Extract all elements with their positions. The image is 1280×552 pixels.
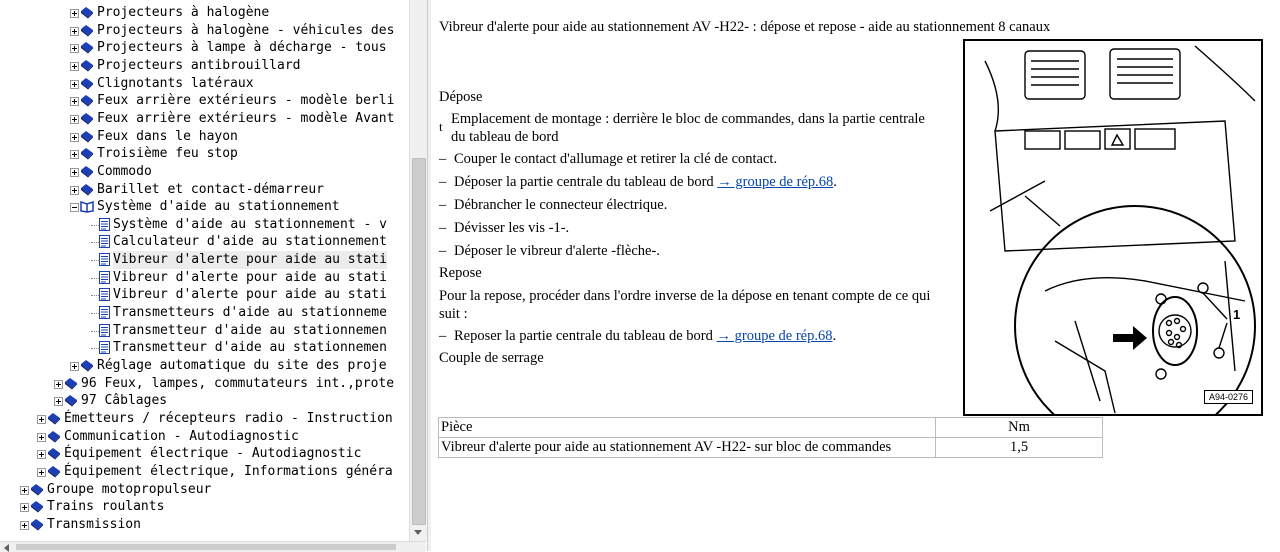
expand-icon[interactable] (37, 415, 46, 424)
expand-icon[interactable] (70, 133, 79, 142)
tree-item-label: Communication - Autodiagnostic (64, 428, 299, 444)
repose-step (454, 327, 836, 345)
table-row (439, 438, 1103, 458)
expand-icon[interactable] (54, 397, 63, 406)
tree-item-label: 96 Feux, lampes, commutateurs int.,prote (81, 375, 395, 391)
expand-icon[interactable] (70, 186, 79, 195)
tree-item[interactable] (0, 498, 409, 516)
cell-torque-value: 1,5 (936, 438, 1103, 458)
tree-item[interactable] (0, 145, 409, 163)
tree-item[interactable] (0, 4, 409, 22)
scrollbar-thumb-horizontal[interactable] (16, 544, 396, 550)
period: . (833, 174, 837, 190)
expand-icon[interactable] (70, 362, 79, 371)
expand-icon[interactable] (37, 433, 46, 442)
torque-heading: Couple de serrage (439, 350, 544, 366)
book-icon (80, 24, 94, 37)
tree-item-label: Équipement électrique - Autodiagnostic (64, 446, 362, 462)
expand-icon[interactable] (70, 97, 79, 106)
step-5-text: Déposer le vibreur d'alerte -flèche-. (454, 243, 660, 259)
expand-icon[interactable] (70, 44, 79, 53)
tree-item-label: Transmetteur d'aide au stationnemen (113, 322, 387, 338)
tree-item[interactable] (0, 269, 409, 287)
book-icon (80, 130, 94, 143)
expand-icon[interactable] (70, 168, 79, 177)
book-icon (80, 165, 94, 178)
tree-connector (91, 295, 99, 296)
book-icon (30, 483, 44, 496)
expand-icon[interactable] (37, 450, 46, 459)
tree-item-label: Émetteurs / récepteurs radio - Instruction (64, 410, 393, 426)
step-dash: – (439, 328, 447, 344)
tree-item-label: Projecteurs à halogène (97, 5, 270, 20)
tree-connector (91, 242, 99, 243)
tree-horizontal-scrollbar[interactable] (0, 541, 426, 552)
tree-item-label: Projecteurs à halogène - véhicules des (97, 22, 395, 38)
figure-reference-label: A94-0276 (1204, 390, 1253, 404)
book-icon (64, 394, 78, 407)
step-2 (454, 173, 837, 191)
tree-connector (91, 278, 99, 279)
tree-item[interactable] (0, 339, 409, 357)
expand-icon[interactable] (20, 521, 29, 530)
bullet-t: t (439, 119, 443, 134)
tree-item[interactable] (0, 463, 409, 481)
document-icon (99, 324, 110, 337)
step-2-text: Déposer la partie centrale du tableau de bord (454, 174, 714, 190)
book-icon (47, 465, 61, 478)
step-3-text: Débrancher le connecteur électrique. (454, 197, 668, 213)
document-icon (99, 306, 110, 319)
repair-group-68-link[interactable]: → groupe de rép.68 (716, 328, 833, 344)
repose-heading: Repose (439, 265, 482, 281)
tree-item[interactable] (0, 428, 409, 446)
document-pane (431, 0, 1280, 551)
open-book-icon (80, 200, 94, 213)
tree-item[interactable] (0, 128, 409, 146)
callout-number: 1 (1233, 307, 1241, 322)
document-icon (99, 288, 110, 301)
book-icon (80, 77, 94, 90)
expand-icon[interactable] (70, 9, 79, 18)
book-icon (47, 430, 61, 443)
expand-icon[interactable] (70, 27, 79, 36)
tree-item[interactable] (0, 322, 409, 340)
expand-icon[interactable] (37, 468, 46, 477)
expand-icon[interactable] (70, 80, 79, 89)
tree-item-label: 97 Câblages (81, 393, 168, 409)
tree-connector (91, 260, 99, 261)
period: . (832, 328, 837, 344)
tree-view[interactable] (0, 0, 409, 541)
expand-icon[interactable] (70, 115, 79, 124)
document-title: Vibreur d'alerte pour aide au stationnement AV -H22- : dépose et repose - aide au stationnement 8 canaux (439, 19, 1051, 35)
tree-connector (91, 313, 99, 314)
tree-item-label: Projecteurs antibrouillard (97, 57, 301, 73)
document-icon (99, 341, 110, 354)
tree-item-label: Réglage automatique du site des proje (97, 358, 387, 373)
tree-item-label: Groupe motopropulseur (47, 481, 212, 497)
tree-item-label: Projecteurs à lampe à décharge - tous (97, 40, 387, 56)
tree-item-label: Commodo (97, 163, 152, 179)
arrow-pointer (1113, 326, 1147, 350)
expand-icon[interactable] (20, 503, 29, 512)
collapse-icon[interactable] (70, 203, 79, 212)
step-dash: – (439, 220, 447, 236)
scrollbar-thumb[interactable] (412, 158, 426, 525)
tree-item-label: Système d'aide au stationnement - v (113, 216, 387, 232)
book-icon (80, 94, 94, 107)
tree-item[interactable] (0, 22, 409, 40)
tree-item[interactable] (0, 57, 409, 75)
table-header-row (439, 418, 1103, 438)
document-icon (99, 235, 110, 248)
tree-item[interactable] (0, 39, 409, 57)
tree-connector (91, 225, 99, 226)
step-dash: – (439, 243, 447, 259)
book-icon (47, 412, 61, 425)
tree-item-label: Système d'aide au stationnement (97, 199, 340, 215)
tree-item-label: Feux dans le hayon (97, 128, 238, 144)
tree-item-label: Troisième feu stop (97, 146, 238, 162)
tree-item-label: Clignotants latéraux (97, 75, 254, 91)
book-icon (80, 147, 94, 160)
book-icon (64, 377, 78, 390)
step-4-text: Dévisser les vis -1-. (454, 220, 570, 236)
repair-group-68-link[interactable]: → groupe de rép.68 (717, 174, 834, 190)
tree-item[interactable] (0, 357, 409, 375)
tree-item[interactable] (0, 286, 409, 304)
expand-icon[interactable] (70, 150, 79, 159)
tree-item[interactable] (0, 251, 409, 269)
cell-piece: Vibreur d'alerte pour aide au stationnement AV -H22- sur bloc de commandes (439, 438, 936, 458)
tree-item[interactable] (0, 392, 409, 410)
tree-item-label: Barillet et contact-démarreur (97, 181, 324, 197)
mounting-location-text: Emplacement de montage : derrière le bloc de commandes, dans la partie centrale du tableau de bord (451, 111, 925, 145)
document-icon (99, 253, 110, 266)
tree-item-label: Transmetteur d'aide au stationnemen (113, 340, 387, 356)
book-icon (30, 518, 44, 531)
tree-connector (91, 331, 99, 332)
step-dash: – (439, 197, 447, 213)
tree-item-label: Vibreur d'alerte pour aide au stati (113, 252, 387, 268)
book-icon (80, 59, 94, 72)
book-icon (30, 500, 44, 513)
repose-instructions: Pour la repose, procéder dans l'ordre inverse de la dépose en tenant compte de ce qui suit : (439, 288, 931, 322)
step-dash: – (439, 174, 447, 190)
step-dash: – (439, 151, 447, 167)
tree-item-label: Trains roulants (47, 499, 165, 515)
tree-item[interactable] (0, 233, 409, 251)
tree-item[interactable] (0, 163, 409, 181)
tree-item-label: Transmetteurs d'aide au stationneme (113, 305, 387, 321)
dashboard-drawing (965, 41, 1261, 414)
book-icon (47, 447, 61, 460)
tree-item[interactable] (0, 216, 409, 234)
tree-item[interactable] (0, 110, 409, 128)
book-icon (80, 6, 94, 19)
tree-item[interactable] (0, 481, 409, 499)
book-icon (80, 183, 94, 196)
step-1-text: Couper le contact d'allumage et retirer la clé de contact. (454, 151, 778, 167)
tree-item-label: Vibreur d'alerte pour aide au stati (113, 287, 387, 303)
depose-heading: Dépose (439, 89, 483, 105)
tree-item-label: Transmission (47, 516, 141, 532)
tree-connector (91, 348, 99, 349)
tree-item[interactable] (0, 75, 409, 93)
expand-icon[interactable] (20, 486, 29, 495)
expand-icon[interactable] (54, 380, 63, 389)
tree-item[interactable] (0, 181, 409, 199)
scroll-down-arrow-icon[interactable] (414, 530, 422, 535)
header-nm: Nm (936, 418, 1103, 438)
expand-icon[interactable] (70, 62, 79, 71)
tree-item[interactable] (0, 304, 409, 322)
tree-item[interactable] (0, 375, 409, 393)
header-piece: Pièce (439, 418, 936, 438)
tree-item[interactable] (0, 198, 409, 216)
repose-step-text: Reposer la partie centrale du tableau de bord (454, 328, 713, 344)
tree-item-label: Feux arrière extérieurs - modèle Avant (97, 110, 395, 126)
tree-item-label: Calculateur d'aide au stationnement (113, 234, 387, 250)
book-icon (80, 41, 94, 54)
tree-item-label: Feux arrière extérieurs - modèle berli (97, 93, 395, 109)
tree-vertical-scrollbar[interactable] (409, 0, 427, 541)
installation-illustration (963, 39, 1263, 416)
document-icon (99, 271, 110, 284)
tree-item[interactable] (0, 92, 409, 110)
book-icon (80, 112, 94, 125)
tree-item[interactable] (0, 445, 409, 463)
book-icon (80, 359, 94, 372)
tree-item-label: Équipement électrique, Informations généra (64, 463, 393, 479)
tree-item[interactable] (0, 516, 409, 534)
torque-table (438, 417, 1103, 458)
tree-item[interactable] (0, 410, 409, 428)
document-icon (99, 218, 110, 231)
tree-item-label: Vibreur d'alerte pour aide au stati (113, 269, 387, 285)
